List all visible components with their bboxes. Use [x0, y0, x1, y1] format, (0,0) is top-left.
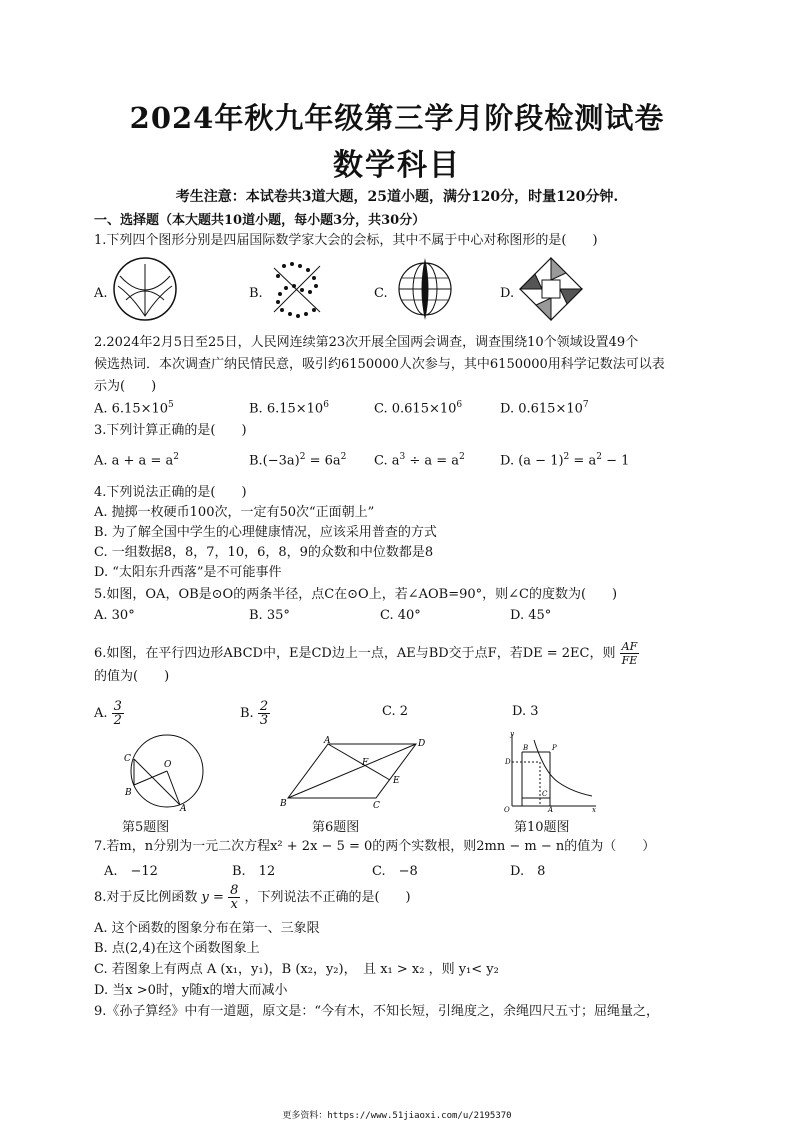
section-title: 一、选择题（本大题共10道小题，每小题3分，共30分） [94, 213, 426, 228]
q8-stem: 8.对于反比例函数 y = $\frac{8}{x}$ ，下列说法不正确的是( ) [94, 883, 411, 912]
fig6-label-b: B [280, 799, 287, 809]
fig6-label-d: D [418, 739, 426, 749]
fig5-label-o: O [164, 760, 172, 770]
q6-line-2: 的值为( ) [94, 669, 170, 684]
q3-option-d: D. $(a - 1)^2 = a^2 - 1$ [500, 452, 630, 469]
fig10-label-x: x [592, 806, 596, 812]
q5-stem: 5.如图，OA，OB是⊙O的两条半径，点C在⊙O上，若∠AOB=90°，则∠C的度数为( ) [94, 587, 618, 602]
fig5-label-c: C [124, 754, 131, 764]
q1-emblem-b [264, 256, 330, 322]
q2-line-3: 示为( ) [94, 379, 157, 394]
fig10-label-p: P [552, 744, 557, 752]
q8-option-b: B. 点(2,4)在这个函数图象上 [94, 941, 260, 956]
q1-option-b-label: B. [249, 286, 263, 301]
fig10-label-o: O [504, 806, 510, 812]
q3-option-c: C. $a^3 \div a = a^2$ [374, 452, 465, 469]
q6-option-c: C. 2 [382, 704, 409, 719]
q4-stem: 4.下列说法正确的是( ) [94, 485, 247, 500]
q2-line-1: 2.2024年2月5日至25日，人民网连续第23次开展全国两会调查，调查围绕10个领域设置49个 [94, 335, 639, 350]
q2-line-2: 候选热词．本次调查广纳民情民意，吸引约6150000人次参与，其中6150000用科学记数法可以表 [94, 357, 665, 372]
q1-emblem-c [392, 256, 458, 322]
figure-6 [280, 736, 430, 810]
q1-emblem-d [518, 256, 584, 322]
q1-option-a-label: A. [94, 286, 108, 301]
q1-option-c-label: C. [374, 286, 388, 301]
q8-option-d: D. 当x >0时，y随x的增大而减小 [94, 983, 288, 998]
q7-option-a: A. −12 [104, 864, 158, 879]
q9-stem: 9.《孙子算经》中有一道题，原文是：“今有木，不知长短，引绳度之，余绳四尺五寸；屈绳量之， [94, 1004, 660, 1019]
q1-emblem-a [112, 256, 178, 322]
q7-option-d: D. 8 [510, 864, 546, 879]
q6-option-d: D. 3 [512, 704, 539, 719]
fig10-label-a: A [548, 806, 554, 812]
q5-option-b: B. 35° [249, 608, 290, 623]
q2-option-d: D. $0.615\times 10^7$ [500, 400, 589, 417]
figure-10-caption: 第10题图 [514, 820, 570, 835]
fig6-label-c: C [373, 801, 380, 810]
q2-option-b: B. $6.15\times 10^6$ [249, 400, 329, 417]
figure-5 [120, 733, 210, 811]
fig6-label-e: E [393, 776, 400, 786]
q4-option-b: B. 为了解全国中学生的心理健康情况，应该采用普查的方式 [94, 525, 437, 540]
q7-option-c: C. −8 [372, 864, 418, 879]
q3-stem: 3.下列计算正确的是( ) [94, 423, 247, 438]
fig10-label-d: D [505, 758, 511, 766]
q4-option-a: A. 抛掷一枚硬币100次，一定有50次“正面朝上” [94, 505, 375, 520]
q5-option-a: A. 30° [94, 608, 135, 623]
fig10-label-b: B [523, 744, 529, 752]
q3-option-b: $B.(-3a)^2 = 6a^2$ [249, 452, 347, 469]
q1-option-d-label: D. [500, 286, 515, 301]
q2-option-c: C. $0.615\times 10^6$ [374, 400, 463, 417]
q6-option-b: B. $\frac{2}{3}$ [240, 699, 269, 728]
fig5-label-b: B [125, 788, 132, 798]
q7-stem: 7.若m，n分别为一元二次方程x² + 2x − 5 = 0的两个实数根，则2mn − m − n的值为（ ） [94, 839, 656, 854]
q4-option-c: C. 一组数据8，8，7，10，6，8，9的众数和中位数都是8 [94, 545, 434, 560]
q6-stem: 6.如图，在平行四边形ABCD中，E是CD边上一点，AE与BD交于点F，若DE = 2EC，则 $\frac{AF}{FE}$ [94, 640, 638, 667]
q7-option-b: B. 12 [232, 864, 276, 879]
q5-option-d: D. 45° [510, 608, 552, 623]
fig10-label-y: y [510, 730, 514, 738]
figure-5-caption: 第5题图 [122, 820, 170, 835]
fig6-label-a: A [324, 736, 331, 746]
q8-option-a: A. 这个函数的图象分布在第一、三象限 [94, 921, 320, 936]
q4-option-d: D. “太阳东升西落”是不可能事件 [94, 565, 282, 580]
q3-option-a: A. $a + a = a^2$ [94, 452, 179, 469]
fig6-label-f: F [362, 758, 369, 768]
exam-subject: 数学科目 [333, 148, 461, 183]
figure-6-caption: 第6题图 [312, 820, 360, 835]
figure-10 [500, 730, 600, 812]
q8-option-c: C. 若图象上有两点 A (x₁，y₁)，B (x₂，y₂)， 且 x₁ > x₂ ，则 y₁< y₂ [94, 962, 499, 977]
exam-title: 2024年秋九年级第三学月阶段检测试卷 [129, 101, 665, 135]
q1-stem: 1.下列四个图形分别是四届国际数学家大会的会标，其中不属于中心对称图形的是( ) [94, 233, 598, 248]
footer-link[interactable]: 更多资料：https://www.51jiaoxi.com/u/2195370 [282, 1111, 512, 1121]
q5-option-c: C. 40° [380, 608, 421, 623]
fig5-label-a: A [180, 804, 187, 811]
fig10-label-c: C [542, 790, 548, 798]
exam-notice: 考生注意：本试卷共3道大题，25道小题，满分120分，时量120分钟. [175, 189, 619, 205]
q6-option-a: A. $\frac{3}{2}$ [94, 699, 122, 728]
q2-option-a: A. $6.15\times 10^5$ [94, 400, 174, 417]
